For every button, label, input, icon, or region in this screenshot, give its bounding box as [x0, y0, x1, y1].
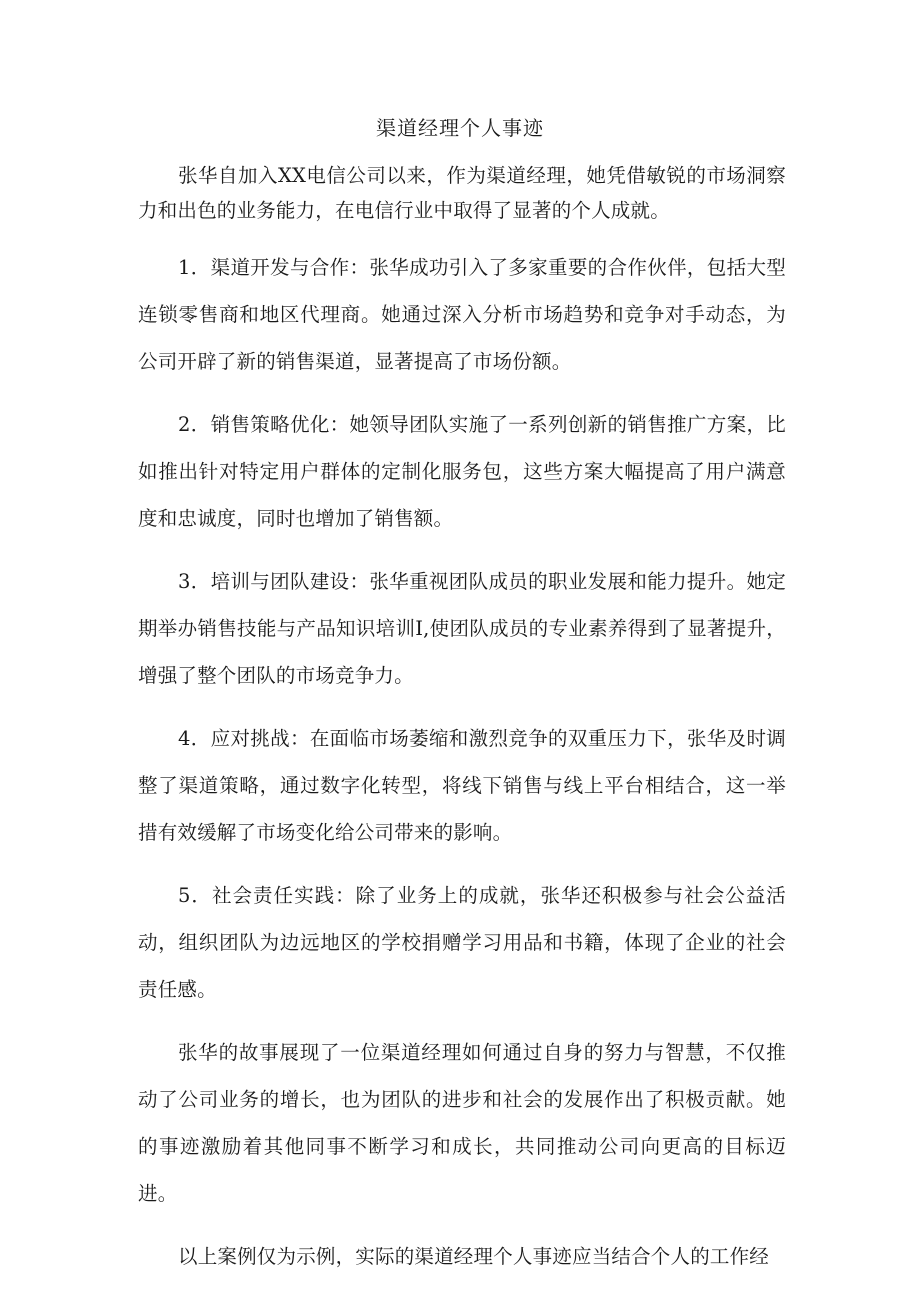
- paragraph-summary: 张华的故事展现了一位渠道经理如何通过自身的努力与智慧，不仅推动了公司业务的增长，也为团队的进步和社会的发展作出了积极贡献。她的事迹激励着其他同事不断学习和成长，共同推动公司向更高的目标迈进。: [138, 1041, 786, 1205]
- paragraph-note: 以上案例仅为示例，实际的渠道经理个人事迹应当结合个人的工作经: [178, 1245, 770, 1268]
- document-title: 渠道经理个人事迹: [376, 116, 544, 140]
- paragraph-item-1: 1．渠道开发与合作：张华成功引入了多家重要的合作伙伴，包括大型连锁零售商和地区代理商。她通过深入分析市场趋势和竞争对手动态，为公司开辟了新的销售渠道，显著提高了市场份额。: [138, 256, 786, 373]
- paragraph-item-5: 5．社会责任实践：除了业务上的成就，张华还积极参与社会公益活动，组织团队为边远地区的学校捐赠学习用品和书籍，体现了企业的社会责任感。: [138, 884, 786, 1001]
- paragraph-item-3: 3．培训与团队建设：张华重视团队成员的职业发展和能力提升。她定期举办销售技能与产品知识培训I,使团队成员的专业素养得到了显著提升，增强了整个团队的市场竞争力。: [138, 570, 786, 687]
- paragraph-item-2: 2．销售策略优化：她领导团队实施了一系列创新的销售推广方案，比如推出针对特定用户群体的定制化服务包，这些方案大幅提高了用户满意度和忠诚度，同时也增加了销售额。: [138, 413, 786, 530]
- paragraph-item-4: 4．应对挑战：在面临市场萎缩和激烈竞争的双重压力下，张华及时调整了渠道策略，通过数字化转型，将线下销售与线上平台相结合，这一举措有效缓解了市场变化给公司带来的影响。: [138, 727, 786, 844]
- paragraph-intro: 张华自加入XX电信公司以来，作为渠道经理，她凭借敏锐的市场洞察力和出色的业务能力，在电信行业中取得了显著的个人成就。: [138, 164, 786, 222]
- document-body: [138, 158, 786, 1296]
